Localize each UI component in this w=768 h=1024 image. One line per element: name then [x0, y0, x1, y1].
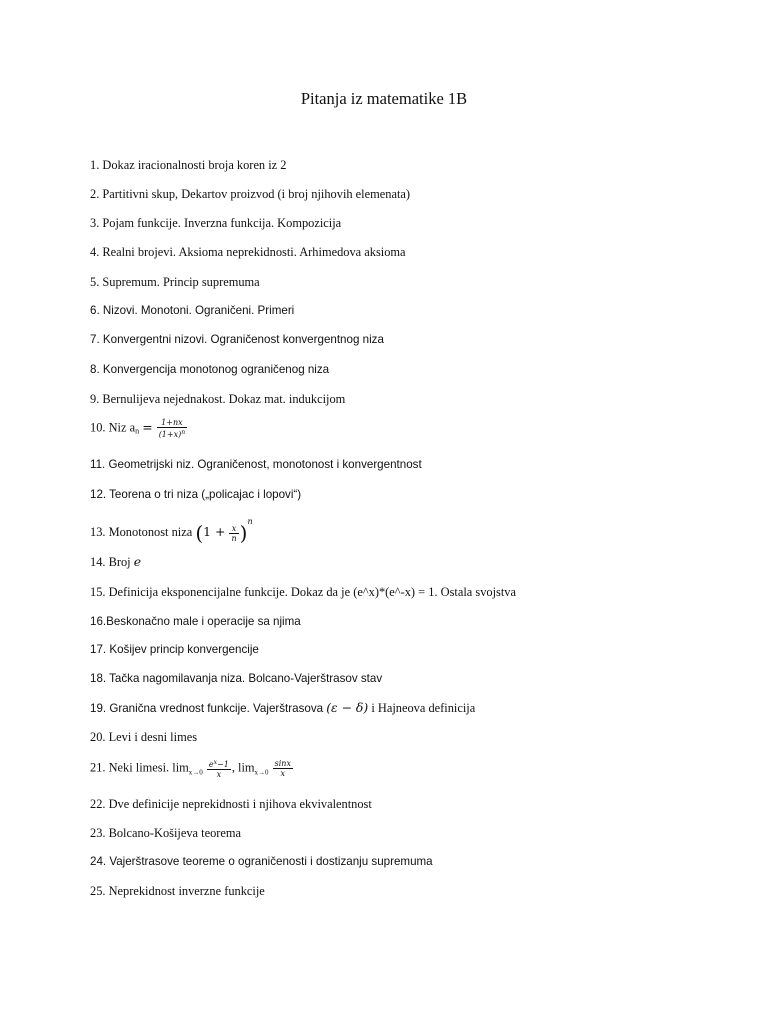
fraction-numerator — [207, 758, 231, 770]
question-text-tail: i Hajneova definicija — [371, 701, 476, 715]
question-text: 13. Monotonost niza — [90, 525, 193, 539]
question-item: 17. Košijev princip konvergencije — [90, 643, 259, 656]
question-item: 23. Bolcano-Košijeva teorema — [90, 826, 242, 840]
question-item: 3. Pojam funkcije. Inverzna funkcija. Kompozicija — [90, 216, 342, 230]
limit-subscript: x→0 — [254, 768, 269, 777]
formula-subscript: n — [135, 426, 140, 436]
formula-epsilon-delta: (ε − δ) — [326, 700, 369, 715]
question-item — [90, 554, 141, 570]
question-text: 14. Broj — [90, 555, 131, 569]
formula-fraction — [157, 418, 187, 439]
fraction-numerator: sinx — [274, 759, 291, 768]
formula-equals: = — [142, 419, 153, 435]
formula-fraction — [207, 758, 231, 779]
fraction-denominator — [157, 428, 187, 439]
limit-subscript: x→0 — [188, 768, 203, 777]
fraction-denominator: n — [231, 533, 237, 543]
question-item: 2. Partitivni skup, Dekartov proizvod (i broj njihovih elemenata) — [90, 187, 411, 201]
question-item — [90, 514, 253, 546]
question-text: 19. Granična vrednost funkcije. Vajerštrasova — [90, 702, 324, 715]
question-item — [90, 613, 301, 630]
formula-fraction — [229, 524, 238, 543]
formula-close-paren: ) — [239, 521, 248, 546]
question-text: 21. Neki limesi. lim — [90, 760, 189, 775]
fraction-denominator: x — [216, 770, 222, 779]
question-item: 11. Geometrijski niz. Ograničenost, monotonost i konvergentnost — [90, 458, 422, 471]
question-item: 15. Definicija eksponencijalne funkcije. Dokaz da je (e^x)*(e^-x) = 1. Ostala svojstva — [90, 585, 516, 599]
question-item: 1. Dokaz iracionalnosti broja koren iz 2 — [90, 158, 287, 172]
question-text: 10. Niz a — [90, 420, 136, 435]
question-item — [90, 700, 475, 717]
question-item: 4. Realni brojevi. Aksioma neprekidnosti. Arhimedova aksioma — [90, 245, 406, 259]
question-item: 22. Dve definicije neprekidnosti i njihova ekvivalentnost — [90, 797, 372, 811]
fraction-numerator-tail: −1 — [217, 760, 229, 769]
question-item: 25. Neprekidnost inverzne funkcije — [90, 884, 265, 898]
formula-separator: , lim — [231, 760, 255, 775]
fraction-denominator: x — [280, 769, 286, 778]
question-item — [90, 418, 188, 439]
formula-e: e — [133, 554, 142, 569]
fraction-numerator: 1+nx — [157, 418, 187, 428]
question-item: 8. Konvergencija monotonog ograničenog niza — [90, 363, 330, 376]
formula-exponent: n — [247, 517, 253, 526]
formula-term: 1 + — [203, 524, 226, 539]
page-title: Pitanja iz matematike 1B — [300, 89, 468, 108]
question-item: 6. Nizovi. Monotoni. Ograničeni. Primeri — [90, 304, 295, 317]
fraction-numerator-base: e — [208, 760, 214, 769]
fraction-denominator-exponent: n — [181, 429, 186, 436]
question-item: 20. Levi i desni limes — [90, 730, 198, 744]
question-item: 5. Supremum. Princip supremuma — [90, 275, 260, 289]
formula-open-paren: ( — [195, 521, 204, 546]
fraction-numerator: x — [229, 524, 238, 534]
question-item — [90, 758, 294, 780]
question-item: 24. Vajerštrasove teoreme o ograničenosti i dostizanju supremuma — [90, 855, 433, 868]
fraction-numerator-exponent: x — [213, 759, 218, 766]
formula-fraction — [273, 759, 293, 778]
question-item: 7. Konvergentni nizovi. Ograničenost konvergentnog niza — [90, 333, 384, 346]
question-text: 16.Beskonačno male i operacije sa njima — [90, 615, 301, 628]
fraction-denominator-base: (1+x) — [158, 430, 182, 439]
question-item: 9. Bernulijeva nejednakost. Dokaz mat. indukcijom — [90, 392, 346, 406]
question-item: 12. Teorena o tri niza („policajac i lopovi“) — [90, 488, 302, 501]
question-item: 18. Tačka nagomilavanja niza. Bolcano-Vajerštrasov stav — [90, 672, 383, 685]
